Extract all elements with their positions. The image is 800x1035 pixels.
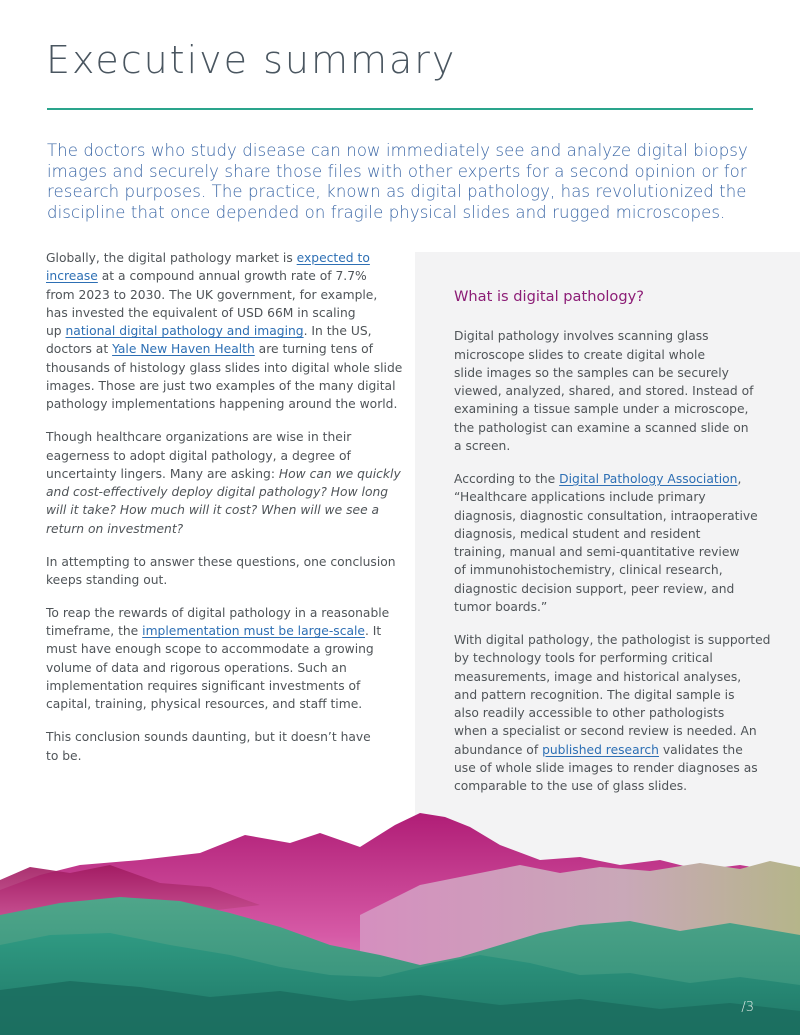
page-number: /3 [741,1000,754,1015]
text-line: a screen. [454,439,511,454]
text-run: Globally, the digital pathology market is [46,251,297,265]
text-line: to be. [46,748,82,763]
text-line: measurements, image and historical analyses, [454,669,742,684]
sidebar-paragraph-definition [454,327,774,455]
body-paragraph-conclusion [46,553,396,590]
sidebar-heading: What is digital pathology? [454,288,645,305]
body-paragraph-questions [46,428,401,538]
text-line: by technology tools for performing critical [454,651,713,666]
italic-question: return on investment? [46,521,184,536]
title-divider [47,108,753,110]
body-paragraph-daunting [46,728,396,765]
text-line: and pattern recognition. The digital sample is [454,687,735,702]
text-line: the pathologist can examine a scanned slide on [454,420,749,435]
link-digital-pathology-association[interactable]: Digital Pathology Association [559,471,738,486]
text-line: Digital pathology involves scanning glass [454,329,709,344]
text-line: diagnosis, diagnostic consultation, intraoperative [454,508,758,523]
text-line: has invested the equivalent of USD 66M in scaling [46,305,356,320]
italic-question: will it take? How much will it cost? When will we see a [46,503,380,518]
text-run: timeframe, the [46,624,143,639]
italic-question: and cost-effectively deploy digital pathology? How long [46,485,389,500]
text-line: volume of data and rigorous operations. Such an [46,660,347,675]
text-line: Though healthcare organizations are wise in their [46,430,352,445]
text-run: at a compound annual growth rate of 7.7% [97,269,367,284]
lede-line: The doctors who study disease can now immediately see and analyze digital biopsy [47,141,748,160]
sidebar-what-is-digital-pathology [454,288,774,810]
text-line: tumor boards.” [454,600,548,615]
text-line: eagerness to adopt digital pathology, a degree of [46,448,351,463]
link-expected-to-increase[interactable]: increase [46,269,98,284]
text-line: images. Those are just two examples of the many digital [46,379,396,394]
text-line: With digital pathology, the pathologist is supported [454,632,771,647]
lede-line: research purposes. The practice, known as digital pathology, has revolutionized the [47,182,747,202]
italic-question: How can we quickly [278,466,401,481]
main-column [46,249,403,779]
link-implementation-large-scale[interactable]: implementation must be large-scale [142,624,365,639]
text-line: also readily accessible to other pathologists [454,706,725,721]
text-run: up [46,324,66,339]
text-line: slide images so the samples can be securely [454,365,729,380]
sidebar-paragraph-dpa-quote [454,470,774,616]
text-line: viewed, analyzed, shared, and stored. Instead of [454,384,754,399]
text-line: “Healthcare applications include primary [454,490,706,505]
text-run: According to the [454,471,560,486]
link-expected-to-increase[interactable]: expected to [296,251,370,265]
lede-paragraph [47,141,748,223]
text-run: . In the US, [303,324,372,339]
text-line: examining a tissue sample under a microscope, [454,402,749,417]
text-line: thousands of histology glass slides into digital whole slide [46,360,403,375]
text-run: abundance of [454,742,543,757]
body-paragraph-market [46,249,403,414]
text-line: when a specialist or second review is needed. An [454,724,757,739]
text-line: must have enough scope to accommodate a growing [46,642,374,657]
body-paragraph-scale [46,604,396,714]
page-title: Executive summary [46,38,457,82]
text-run: doctors at [46,342,113,357]
text-run: are turning tens of [254,342,373,357]
sidebar-paragraph-technology [454,631,774,796]
link-yale-new-haven-health[interactable]: Yale New Haven Health [112,342,255,357]
text-line: training, manual and semi-quantitative review [454,545,740,560]
text-run: uncertainty lingers. Many are asking: [46,466,279,481]
text-line: keeps standing out. [46,572,168,587]
lede-line: images and securely share those files with other experts for a second opinion or for [47,161,747,181]
text-run: . It [364,624,382,639]
text-line: pathology implementations happening around the world. [46,397,398,412]
mountain-illustration [0,805,800,1035]
text-line: of immunohistochemistry, clinical research, [454,563,723,578]
link-published-research[interactable]: published research [542,742,659,757]
text-line: capital, training, physical resources, and staff time. [46,697,363,712]
text-line: microscope slides to create digital whole [454,347,706,362]
text-line: This conclusion sounds daunting, but it doesn’t have [46,730,371,745]
text-line: from 2023 to 2030. The UK government, for example, [46,287,378,302]
text-line: diagnostic decision support, peer review, and [454,581,735,596]
text-line: use of whole slide images to render diagnoses as [454,761,758,776]
text-run: , [737,471,742,486]
text-line: diagnosis, medical student and resident [454,526,701,541]
text-line: To reap the rewards of digital pathology in a reasonable [46,605,390,620]
text-line: implementation requires significant investments of [46,679,361,694]
link-national-digital-pathology[interactable]: national digital pathology and imaging [65,324,304,339]
text-run: validates the [658,742,743,757]
lede-line: discipline that once depended on fragile physical slides and rugged microscopes. [47,202,726,222]
text-line: comparable to the use of glass slides. [454,779,688,794]
text-line: In attempting to answer these questions, one conclusion [46,554,396,569]
